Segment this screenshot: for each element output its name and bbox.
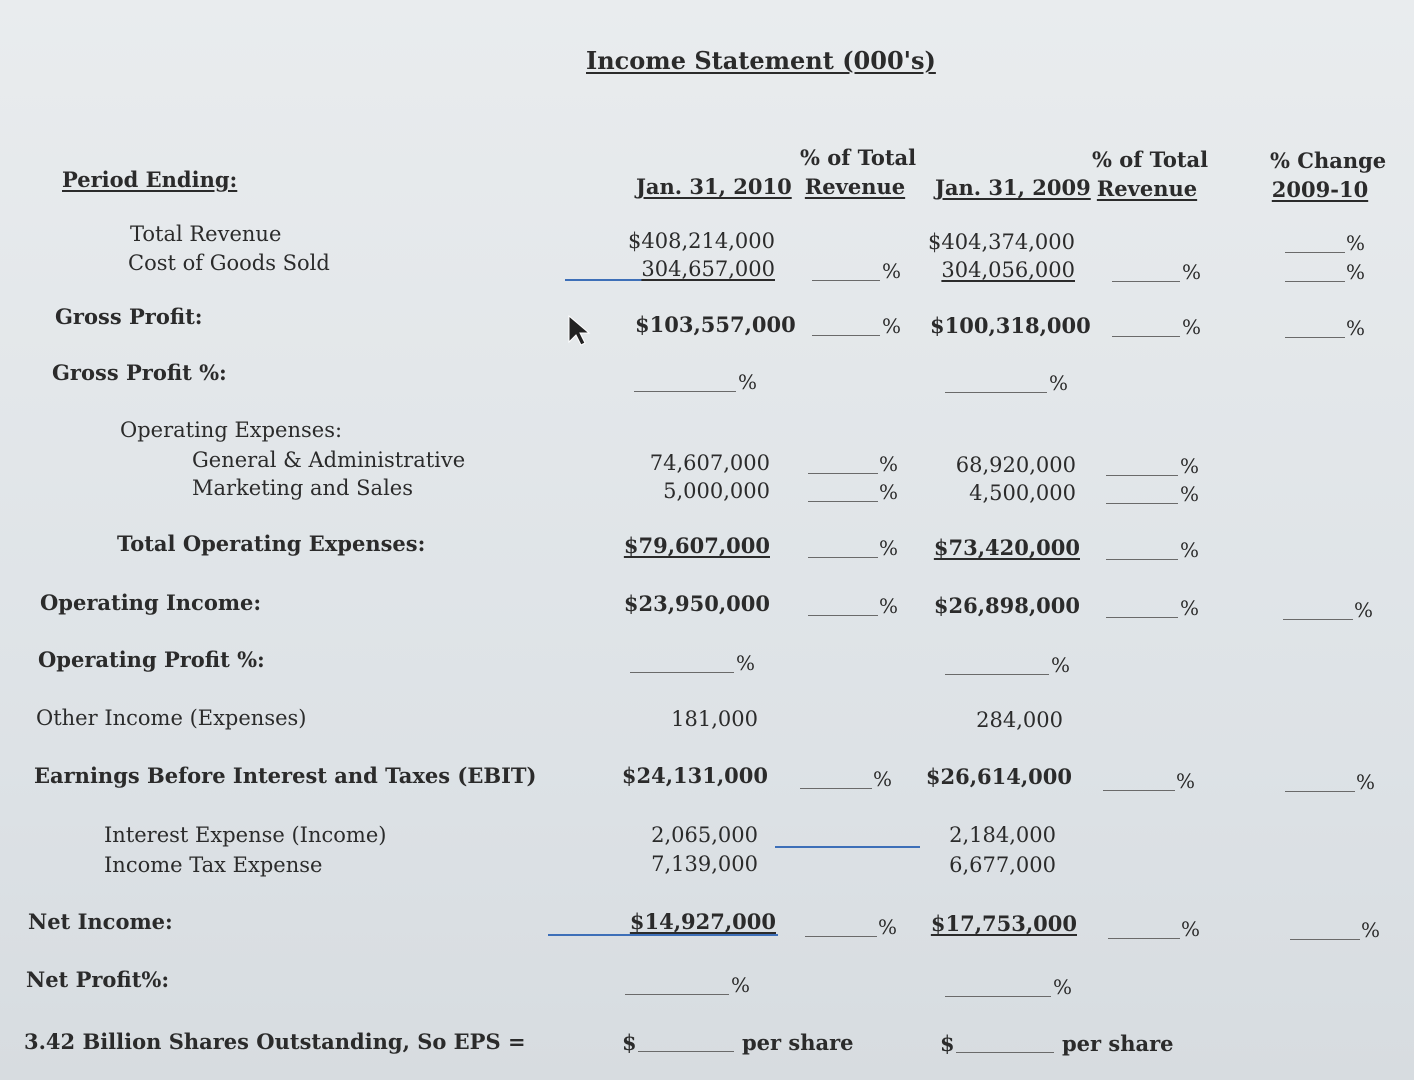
total-revenue-2010: $408,214,000: [628, 229, 775, 253]
net-income-change-pct: %: [1361, 918, 1381, 942]
operating-profit-pct-label: Operating Profit %:: [38, 647, 265, 672]
cogs-change-blank[interactable]: [1285, 281, 1345, 282]
ebit-2010: $24,131,000: [621, 763, 768, 788]
operating-income-change-pct: %: [1354, 598, 1374, 622]
net-margin-2010-pct: %: [731, 973, 751, 997]
total-revenue-change-blank[interactable]: [1285, 252, 1345, 253]
gross-profit-change-pct: %: [1346, 316, 1366, 340]
gross-profit-margin-2010-blank[interactable]: [634, 391, 736, 392]
marketing-pct-2009: %: [1180, 482, 1200, 506]
gross-profit-pct-2010-blank[interactable]: [812, 335, 880, 336]
cogs-pct-2010: %: [882, 259, 902, 283]
ebit-change-blank[interactable]: [1285, 791, 1355, 792]
col-header-2009: Jan. 31, 2009: [935, 175, 1091, 200]
other-income-2010: 181,000: [671, 707, 758, 731]
page-title: Income Statement (000's): [586, 46, 936, 75]
change-header-line2: 2009-10: [1271, 177, 1369, 202]
marketing-pct-2010-blank[interactable]: [808, 501, 878, 502]
gross-profit-change-blank[interactable]: [1285, 337, 1345, 338]
gross-profit-margin-2010-pct: %: [738, 370, 758, 394]
gross-profit-2009: $100,318,000: [930, 313, 1091, 338]
gross-profit-margin-2009-blank[interactable]: [945, 392, 1047, 393]
interest-line: [775, 846, 920, 848]
ga-2010: 74,607,000: [649, 451, 770, 475]
total-opex-2009: $73,420,000: [933, 535, 1080, 560]
marketing-2009: 4,500,000: [969, 481, 1076, 505]
cogs-pct-2010-blank[interactable]: [812, 280, 880, 281]
other-income-label: Other Income (Expenses): [36, 706, 307, 730]
operating-income-change-blank[interactable]: [1283, 619, 1353, 620]
net-income-pct-2010: %: [878, 915, 898, 939]
other-income-2009: 284,000: [976, 708, 1063, 732]
interest-2009: 2,184,000: [949, 823, 1056, 847]
operating-income-pct-2010-blank[interactable]: [808, 615, 878, 616]
total-revenue-change-pct: %: [1346, 231, 1366, 255]
eps-2010-dollar: $: [622, 1030, 637, 1055]
cogs-pct-2009-blank[interactable]: [1112, 281, 1180, 282]
eps-2010-blank[interactable]: [638, 1051, 734, 1052]
ebit-pct-2010: %: [873, 767, 893, 791]
pct-total-header-2010-line1: % of Total: [800, 145, 917, 170]
ebit-change-pct: %: [1356, 770, 1376, 794]
operating-margin-2009-pct: %: [1051, 653, 1071, 677]
pct-total-header-2010-line2: Revenue: [804, 174, 906, 199]
eps-2010-per-share: per share: [742, 1030, 854, 1055]
ebit-pct-2010-blank[interactable]: [800, 788, 872, 789]
total-opex-2010: $79,607,000: [623, 533, 770, 558]
gross-profit-pct-label: Gross Profit %:: [52, 360, 227, 385]
eps-2009-dollar: $: [940, 1031, 955, 1056]
gross-profit-pct-2009-blank[interactable]: [1112, 336, 1180, 337]
net-income-2010: $14,927,000: [629, 909, 776, 934]
tax-label: Income Tax Expense: [104, 853, 323, 877]
ebit-label: Earnings Before Interest and Taxes (EBIT): [34, 763, 537, 788]
operating-income-pct-2009-blank[interactable]: [1106, 617, 1178, 618]
ga-pct-2009-blank[interactable]: [1106, 475, 1178, 476]
period-ending-label: Period Ending:: [62, 167, 238, 192]
operating-income-2009: $26,898,000: [933, 593, 1080, 618]
cogs-change-pct: %: [1346, 260, 1366, 284]
total-revenue-label: Total Revenue: [130, 222, 282, 246]
ebit-pct-2009: %: [1176, 769, 1196, 793]
total-opex-pct-2009: %: [1180, 538, 1200, 562]
mouse-cursor-icon: [566, 314, 592, 346]
opex-header-label: Operating Expenses:: [120, 418, 343, 442]
net-margin-2009-pct: %: [1053, 975, 1073, 999]
net-income-2009: $17,753,000: [930, 911, 1077, 936]
marketing-label: Marketing and Sales: [192, 476, 414, 500]
cogs-2010: 304,657,000: [641, 257, 775, 281]
pct-total-header-2009-line1: % of Total: [1092, 147, 1209, 172]
marketing-pct-2010: %: [879, 480, 899, 504]
net-margin-2010-blank[interactable]: [625, 994, 729, 995]
eps-label: 3.42 Billion Shares Outstanding, So EPS =: [24, 1029, 526, 1054]
operating-income-pct-2009: %: [1180, 596, 1200, 620]
ebit-pct-2009-blank[interactable]: [1103, 790, 1175, 791]
gross-profit-pct-2009: %: [1182, 315, 1202, 339]
net-income-label: Net Income:: [28, 909, 173, 934]
net-income-change-blank[interactable]: [1290, 939, 1360, 940]
ga-pct-2009: %: [1180, 454, 1200, 478]
gross-profit-pct-2010: %: [882, 314, 902, 338]
total-revenue-2009: $404,374,000: [928, 230, 1075, 254]
ga-pct-2010-blank[interactable]: [808, 473, 878, 474]
change-header-line1: % Change: [1270, 148, 1387, 173]
operating-income-label: Operating Income:: [40, 590, 262, 615]
gross-profit-label: Gross Profit:: [55, 304, 203, 329]
pct-total-header-2009-line2: Revenue: [1096, 176, 1198, 201]
tax-2010: 7,139,000: [651, 852, 758, 876]
eps-2009-blank[interactable]: [956, 1052, 1054, 1053]
operating-margin-2010-pct: %: [736, 651, 756, 675]
interest-2010: 2,065,000: [651, 823, 758, 847]
total-opex-label: Total Operating Expenses:: [117, 531, 426, 556]
total-opex-pct-2010: %: [879, 536, 899, 560]
col-header-2010: Jan. 31, 2010: [636, 174, 792, 199]
ga-2009: 68,920,000: [955, 453, 1076, 477]
interest-label: Interest Expense (Income): [104, 823, 387, 847]
tax-2009: 6,677,000: [949, 853, 1056, 877]
cogs-pct-2009: %: [1182, 260, 1202, 284]
cogs-label: Cost of Goods Sold: [128, 251, 330, 275]
marketing-2010: 5,000,000: [663, 479, 770, 503]
operating-income-2010: $23,950,000: [623, 591, 770, 616]
net-income-pct-2009-blank[interactable]: [1108, 938, 1180, 939]
ga-label: General & Administrative: [192, 448, 466, 472]
total-opex-pct-2010-blank[interactable]: [808, 557, 878, 558]
net-income-pct-2009: %: [1181, 917, 1201, 941]
ebit-2009: $26,614,000: [925, 764, 1072, 789]
net-income-pct-2010-blank[interactable]: [805, 936, 877, 937]
operating-margin-2010-blank[interactable]: [630, 672, 734, 673]
operating-margin-2009-blank[interactable]: [945, 674, 1049, 675]
total-opex-pct-2009-blank[interactable]: [1106, 559, 1178, 560]
net-margin-2009-blank[interactable]: [945, 996, 1051, 997]
eps-2009-per-share: per share: [1062, 1031, 1174, 1056]
ga-pct-2010: %: [879, 452, 899, 476]
operating-income-pct-2010: %: [879, 594, 899, 618]
gross-profit-2010: $103,557,000: [635, 312, 796, 337]
gross-profit-margin-2009-pct: %: [1049, 371, 1069, 395]
marketing-pct-2009-blank[interactable]: [1106, 503, 1178, 504]
net-profit-pct-label: Net Profit%:: [26, 967, 170, 992]
cogs-2009: 304,056,000: [941, 258, 1075, 282]
